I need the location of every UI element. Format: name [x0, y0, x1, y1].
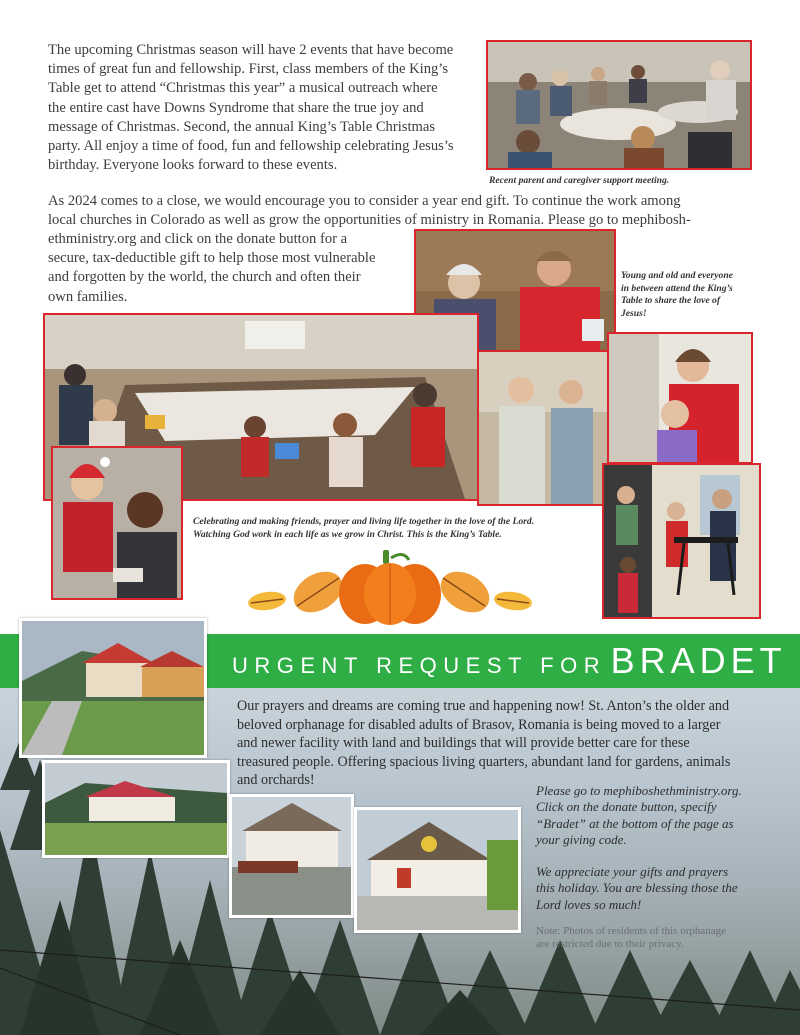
banner-name: BRADET	[610, 640, 787, 681]
leaf-icon	[247, 589, 287, 612]
donate-line: your giving code.	[536, 831, 627, 847]
banner-prefix: URGENT REQUEST FOR	[232, 653, 607, 678]
leaf-icon	[493, 589, 533, 612]
bradet-building-photo-4	[354, 807, 521, 933]
intro-paragraph	[48, 41, 454, 175]
bradet-line: and newer facility with land and buildings that will provide better care for these	[237, 735, 690, 752]
bradet-line: Our prayers and dreams are coming true and happening now! St. Anton’s the older and	[237, 698, 730, 714]
bradet-line: treasured people. Offering spacious living quarters, abundant land for gardens, animals	[237, 753, 731, 770]
year-end-paragraph	[48, 192, 691, 230]
young-and-old-caption: Young and old and everyone in between attend the King’s Table to share the love of Jesus!	[621, 270, 733, 319]
donate-line: “Bradet” at the bottom of the page as	[536, 815, 734, 831]
celebrating-caption: Celebrating and making friends, prayer and living life together in the love of the Lord. Watching God work in each life as we grow in Christ. This is the King’s Table.	[193, 516, 535, 540]
bradet-donate-instructions	[536, 783, 742, 913]
hug-photo	[607, 332, 753, 464]
thanks-line: this holiday. You are blessing those the	[536, 880, 738, 896]
intro-line: The upcoming Christmas season will have 2 events that have become	[48, 42, 454, 58]
year-end-line: As 2024 comes to a close, we would encourage you to consider a year end gift. To continue the work among	[48, 193, 681, 209]
bradet-building-photo-2	[42, 760, 230, 858]
smiling-pair-photo	[51, 446, 183, 600]
year-end-line: own families.	[48, 288, 128, 305]
intro-line: birthday. Everyone looks forward to these events.	[48, 157, 338, 174]
bradet-line: and orchards!	[237, 772, 315, 789]
two-young-men-photo	[477, 350, 612, 506]
bradet-building-photo-3	[229, 794, 354, 918]
year-end-line: ethministry.org and click on the donate button for a	[48, 231, 348, 247]
support-meeting-caption: Recent parent and caregiver support meeting.	[489, 175, 670, 186]
music-performance-photo	[602, 463, 761, 619]
thanks-line: Lord loves so much!	[536, 896, 642, 912]
bradet-line: beloved orphanage for disabled adults of Brasov, Romania is being moved to a larger	[237, 716, 721, 733]
thanks-line: We appreciate your gifts and prayers	[536, 864, 729, 880]
banner-title	[232, 640, 787, 684]
pumpkin-leaves-decoration	[245, 548, 535, 626]
intro-line: Table get to attend “Christmas this year” a musical outreach where	[48, 80, 438, 97]
intro-line: the entire cast have Downs Syndrome that share the true joy and	[48, 99, 424, 116]
intro-line: times of great fun and fellowship. First, class members of the King’s	[48, 61, 449, 78]
year-end-line: secure, tax-deductible gift to help those most vulnerable	[48, 250, 376, 267]
year-end-line: local churches in Colorado as well as grow the opportunities of ministry in Romania. Please go to mephibosh-	[48, 212, 691, 229]
donate-line: Please go to mephiboshethministry.org.	[536, 783, 742, 798]
intro-line: party. All enjoy a time of food, fun and fellowship celebrating Jesus’s	[48, 138, 454, 155]
support-meeting-photo	[486, 40, 752, 170]
leaf-icon	[433, 563, 496, 620]
intro-line: message of Christmas. Second, the annual King’s Table Christmas	[48, 118, 436, 135]
pumpkin-icon	[339, 550, 441, 625]
year-end-paragraph-cont	[48, 230, 375, 307]
privacy-note: Note: Photos of residents of this orphanage are restricted due to their privacy.	[536, 925, 727, 950]
bradet-paragraph	[237, 697, 730, 790]
donate-line: Click on the donate button, specify	[536, 799, 717, 815]
bradet-building-photo-1	[19, 618, 207, 758]
year-end-line: and forgotten by the world, the church and often their	[48, 269, 361, 286]
